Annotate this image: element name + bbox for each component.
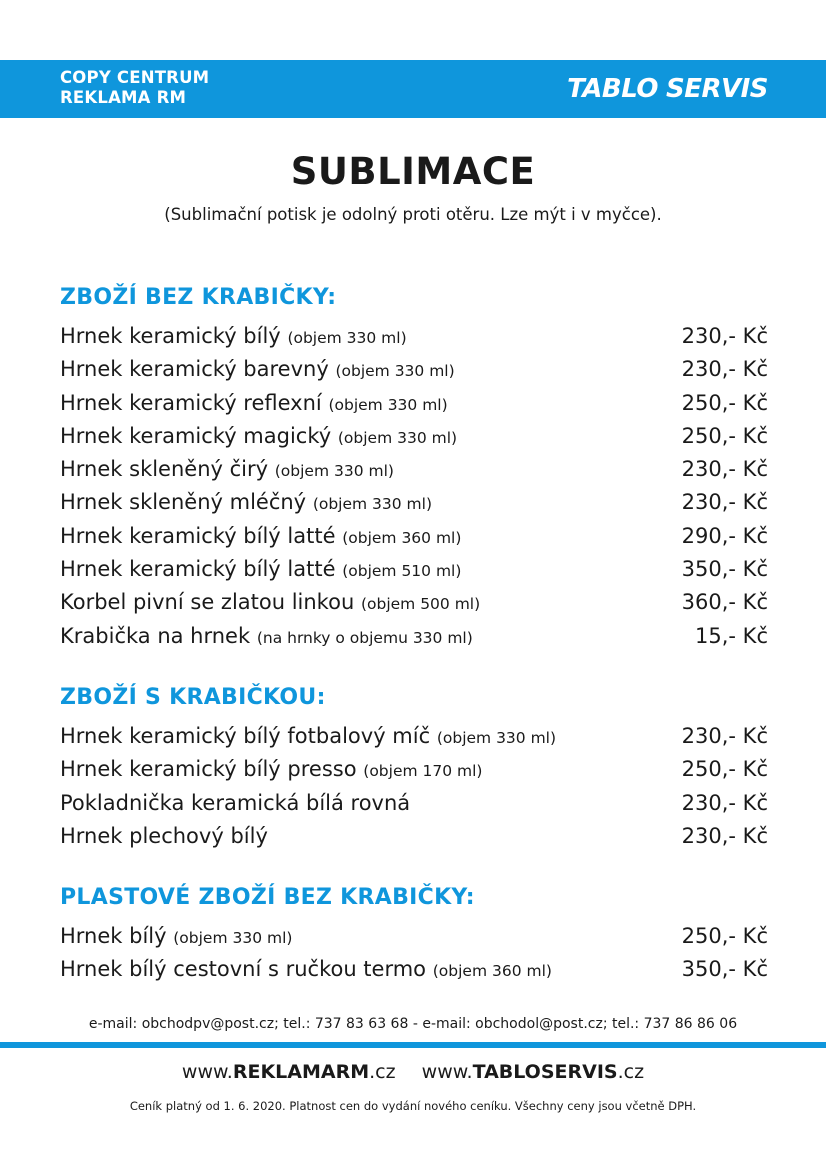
item-note: (objem 330 ml)	[328, 395, 448, 414]
price-row	[60, 486, 770, 519]
price-row	[60, 320, 770, 353]
website-reklamarm-link[interactable]: www.REKLAMARM.cz	[181, 1061, 396, 1083]
item-note: (objem 330 ml)	[274, 462, 394, 481]
item-price: 250,- Kč	[681, 423, 768, 448]
item-note: (na hrnky o objemu 330 ml)	[256, 628, 473, 647]
item-note: (objem 360 ml)	[342, 528, 462, 547]
item-note: (objem 330 ml)	[312, 495, 433, 514]
header-bar	[0, 60, 826, 118]
item-name: Hrnek keramický bílý (objem 330 ml)	[60, 324, 407, 348]
item-price: 350,- Kč	[681, 557, 768, 582]
web-links	[0, 1058, 826, 1086]
price-list	[60, 320, 770, 653]
section-bez-krabicky	[60, 283, 770, 653]
item-name: Korbel pivní se zlatou linkou (objem 500 ml)	[60, 590, 481, 615]
item-name: Hrnek skleněný čirý (objem 330 ml)	[60, 457, 394, 482]
item-price: 230,- Kč	[681, 724, 768, 748]
item-note: (objem 510 ml)	[342, 562, 462, 581]
item-name: Hrnek bílý (objem 330 ml)	[60, 924, 293, 948]
tablo-servis-logo	[567, 73, 768, 105]
page-subtitle: (Sublimační potisk je odolný proti otěru. Lze mýt i v myčce).	[164, 205, 662, 224]
price-row	[60, 387, 770, 420]
item-price: 250,- Kč	[681, 924, 768, 948]
item-price: 290,- Kč	[681, 523, 768, 548]
price-row	[60, 787, 770, 820]
item-name: Pokladnička keramická bílá rovná	[60, 790, 411, 815]
item-name: Hrnek keramický barevný (objem 330 ml)	[60, 357, 455, 382]
item-price: 250,- Kč	[681, 757, 768, 782]
item-name: Hrnek keramický bílý presso (objem 170 ml)	[60, 757, 483, 782]
price-row	[60, 820, 770, 853]
price-row	[60, 420, 770, 453]
item-note: (objem 360 ml)	[432, 962, 552, 981]
logo-word-2: SERVIS	[665, 74, 768, 104]
item-name: Hrnek keramický bílý fotbalový míč (objem 330 ml)	[60, 724, 557, 748]
price-row	[60, 620, 770, 653]
item-name: Krabička na hrnek (na hrnky o objemu 330 ml)	[60, 623, 473, 648]
item-price: 360,- Kč	[681, 590, 768, 615]
price-row	[60, 353, 770, 386]
footer-divider	[0, 1042, 826, 1048]
page-title: SUBLIMACE	[290, 150, 536, 193]
price-list	[60, 920, 770, 987]
item-price: 230,- Kč	[681, 357, 768, 382]
item-name: Hrnek keramický magický (objem 330 ml)	[60, 423, 458, 448]
item-name: Hrnek bílý cestovní s ručkou termo (objem 360 ml)	[60, 957, 552, 982]
item-name: Hrnek keramický bílý latté (objem 360 ml)	[60, 523, 462, 548]
item-price: 230,- Kč	[681, 823, 768, 848]
section-heading: ZBOŽÍ S KRABIČKOU:	[60, 685, 326, 710]
price-row	[60, 553, 770, 586]
item-note: (objem 330 ml)	[436, 729, 557, 747]
item-note: (objem 330 ml)	[337, 428, 458, 447]
item-price: 15,- Kč	[695, 623, 768, 648]
brand-line-1: COPY CENTRUM	[60, 68, 210, 87]
item-price: 250,- Kč	[681, 390, 768, 415]
item-price: 230,- Kč	[681, 490, 768, 515]
section-plastove-zbozi	[60, 883, 770, 987]
item-price: 350,- Kč	[681, 957, 768, 982]
item-note: (objem 170 ml)	[363, 762, 483, 781]
brand-copy-centrum	[60, 68, 209, 108]
price-list	[60, 720, 770, 853]
price-row	[60, 453, 770, 486]
brand-line-2: REKLAMA RM	[60, 88, 187, 107]
section-heading: PLASTOVÉ ZBOŽÍ BEZ KRABIČKY:	[60, 885, 475, 910]
price-row	[60, 953, 770, 986]
item-name: Hrnek plechový bílý	[60, 823, 268, 848]
contact-line: e-mail: obchodpv@post.cz; tel.: 737 83 63 68 - e-mail: obchodol@post.cz; tel.: 737 86 86 06	[88, 1016, 738, 1032]
item-note: (objem 330 ml)	[287, 329, 407, 347]
price-row	[60, 720, 770, 753]
price-row	[60, 920, 770, 953]
item-name: Hrnek skleněný mléčný (objem 330 ml)	[60, 490, 433, 515]
price-row	[60, 753, 770, 786]
section-heading: ZBOŽÍ BEZ KRABIČKY:	[60, 285, 337, 310]
item-note: (objem 500 ml)	[360, 595, 481, 614]
price-row	[60, 520, 770, 553]
item-name: Hrnek keramický reflexní (objem 330 ml)	[60, 390, 448, 415]
item-name: Hrnek keramický bílý latté (objem 510 ml)	[60, 557, 462, 582]
validity-note: Ceník platný od 1. 6. 2020. Platnost cen do vydání nového ceníku. Všechny ceny jsou včetně DPH.	[129, 1099, 697, 1113]
item-note: (objem 330 ml)	[335, 362, 455, 381]
item-price: 230,- Kč	[681, 457, 768, 482]
website-tabloservis-link[interactable]: www.TABLOSERVIS.cz	[421, 1061, 645, 1083]
logo-word-1: TABLO	[567, 74, 658, 104]
item-price: 230,- Kč	[681, 790, 768, 815]
item-note: (objem 330 ml)	[173, 929, 293, 947]
item-price: 230,- Kč	[681, 324, 768, 348]
section-s-krabickou	[60, 683, 770, 853]
price-row	[60, 586, 770, 619]
